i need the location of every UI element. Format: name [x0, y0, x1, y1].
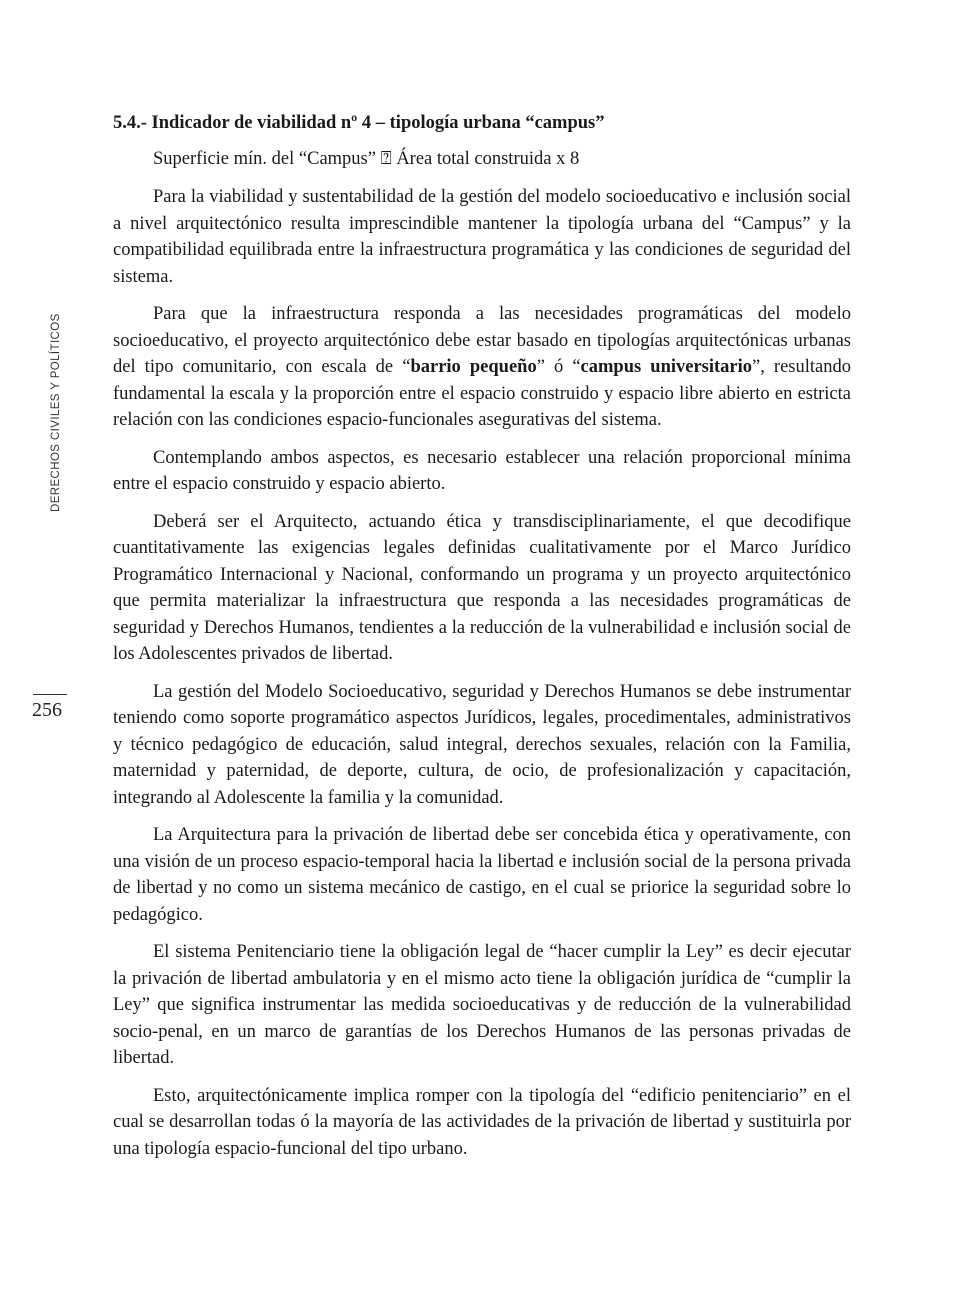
paragraph-2: [113, 301, 851, 434]
page-body: [113, 110, 851, 1173]
paragraph-5: La gestión del Modelo Socioeducativo, seguridad y Derechos Humanos se debe instrumentar teniendo como soporte programático aspectos Jurídicos, legales, procedimentales, administrativos y técnico pedagógico de educación, salud integral, derechos sexuales, relación con la Familia, maternidad y paternidad, de deporte, cultura, de ocio, de profesionalización y capacitación, integrando al Adolescente la familia y la comunidad.: [113, 681, 851, 808]
section-heading: 5.4.- Indicador de viabilidad nº 4 – tipología urbana “campus”: [113, 113, 605, 133]
campus-formula: Superficie mín. del “Campus” ⍰ Área total construida x 8: [153, 149, 580, 169]
paragraph-4: Deberá ser el Arquitecto, actuando ética y transdisciplinariamente, el que decodifique cuantitativamente las exigencias legales definidas cualitativamente por el Marco Jurídico Programático Internacional y Nacional, conformando un programa y un proyecto arquitectónico que permita materializar la infraestructura que responda a las necesidades programáticas de seguridad y Derechos Humanos, tendientes a la reducción de la vulnerabilidad e inclusión social de los Adolescentes privados de libertad.: [113, 511, 851, 664]
paragraph-2-text-a: Para que la infraestructura responda a las necesidades programáticas del modelo socioeducativo, el proyecto arquitectónico debe estar basado en tipologías arquitectónicas urbanas del tipo comunitario, con escala de “: [113, 304, 851, 377]
paragraph-2-text-c: ”, resultando fundamental la escala y la proporción entre el espacio construido y espacio libre abierto en estricta relación con las condiciones espacio-funcionales asegurativas del sistema.: [113, 357, 851, 430]
paragraph-7: El sistema Penitenciario tiene la obligación legal de “hacer cumplir la Ley” es decir ejecutar la privación de libertad ambulatoria y en el mismo acto tiene la obligación jurídica de “cumplir la Ley” que significa instrumentar las medida socioeducativas y de reducción de la vulnerabilidad socio-penal, en un marco de garantías de los Derechos Humanos de las personas privadas de libertad.: [113, 942, 851, 1068]
bold-barrio-pequeno: barrio pequeño: [410, 357, 537, 377]
paragraph-3: Contemplando ambos aspectos, es necesario establecer una relación proporcional mínima entre el espacio construido y espacio abierto.: [113, 447, 851, 494]
paragraph-1: Para la viabilidad y sustentabilidad de la gestión del modelo socioeducativo e inclusión social a nivel arquitectónico resulta imprescindible mantener la tipología urbana del “Campus” y la compatibilidad equilibrada entre la infraestructura programática y las condiciones de seguridad del sistema.: [113, 187, 851, 287]
bold-campus-universitario: campus universitario: [580, 357, 753, 377]
paragraph-8: Esto, arquitectónicamente implica romper con la tipología del “edificio penitenciario” en el cual se desarrollan todas ó la mayoría de las actividades de la privación de libertad y sustituirla por una tipología espacio-funcional del tipo urbano.: [113, 1085, 851, 1159]
running-head: DERECHOS CIVILES Y POLÍTICOS: [50, 313, 62, 512]
page-number-rule: [33, 694, 67, 695]
page-number: 256: [32, 699, 62, 721]
paragraph-6: La Arquitectura para la privación de libertad debe ser concebida ética y operativamente, con una visión de un proceso espacio-temporal hacia la libertad e inclusión social de la persona privada de libertad y no como un sistema mecánico de castigo, en el cual se priorice la seguridad sobre lo pedagógico.: [113, 825, 851, 925]
paragraph-2-text-b: ” ó “: [536, 357, 581, 377]
